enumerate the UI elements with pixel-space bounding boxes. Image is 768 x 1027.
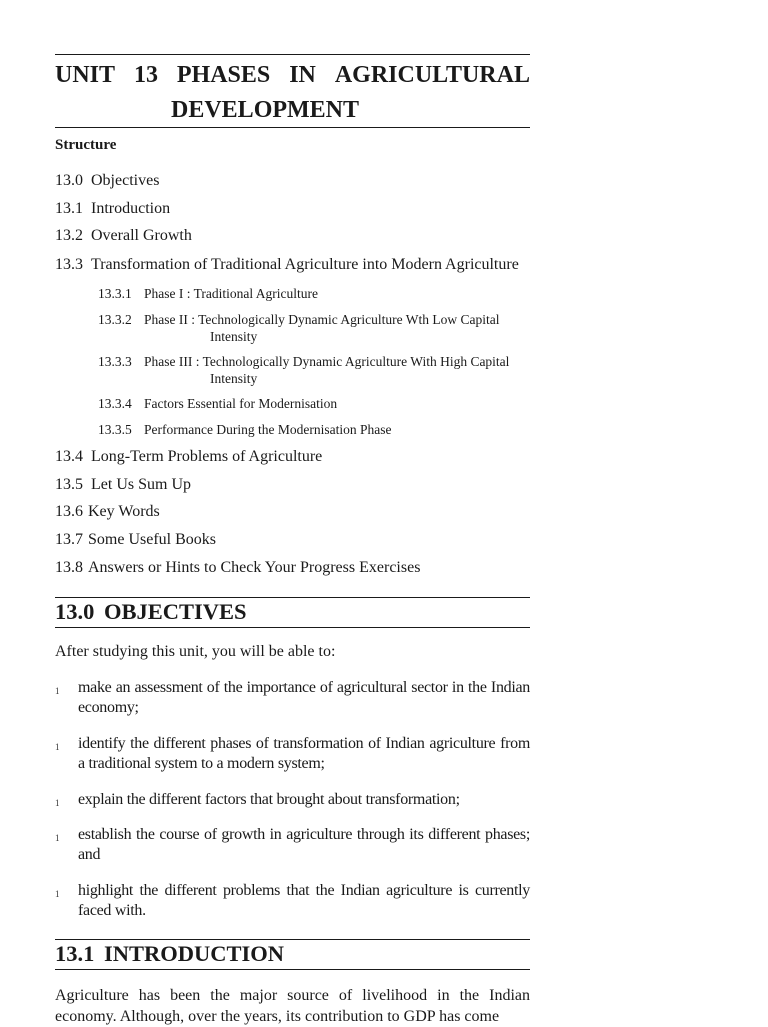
toc-item-label: Objectives [91,172,160,189]
objectives-section-heading [55,597,530,628]
toc-item-label: Transformation of Traditional Agriculture into Modern Agriculture [91,256,519,273]
unit-title-line-1 [55,60,530,90]
toc-item-number: 13.2 [55,227,83,244]
toc-subitem-label: Factors Essential for Modernisation [144,396,338,411]
list-item-text: establish the course of growth in agriculture through its different phases; and [78,826,530,863]
bullet-marker: 1 [55,889,60,899]
toc-item-number: 13.4 [55,448,83,465]
toc-item[interactable] [55,200,170,218]
toc-subitem[interactable] [98,311,530,345]
toc-subitem-label: Phase II : Technologically Dynamic Agriculture Wth Low Capital [144,312,500,327]
unit-title-word: PHASES [176,62,271,88]
heading-bottom-rule [55,969,530,970]
toc-item-number: 13.7 [55,531,83,548]
toc-subitem-number: 13.3.5 [98,422,132,437]
toc-subitem[interactable] [98,353,530,387]
toc-item-label: Key Words [88,503,160,520]
bullet-marker: 1 [55,742,60,752]
toc-subitem-label: Phase III : Technologically Dynamic Agriculture With High Capital [144,354,510,369]
list-item [0,881,585,921]
toc-item-number: 13.6 [55,503,83,520]
list-item [0,678,585,718]
toc-item[interactable] [55,559,420,577]
toc-subitem-number: 13.3.2 [98,312,132,327]
toc-item-label: Answers or Hints to Check Your Progress Exercises [88,559,421,576]
toc-item[interactable] [55,172,159,190]
bullet-marker: 1 [55,833,60,843]
toc-subitem-label: Phase I : Traditional Agriculture [144,286,318,301]
section-heading-text: 13.1 INTRODUCTION [55,941,285,966]
toc-item-label: Some Useful Books [88,531,216,548]
unit-title-word: 13 [133,62,158,88]
toc-item[interactable] [55,448,322,466]
toc-item[interactable] [55,227,192,245]
toc-subitem[interactable] [98,421,530,438]
structure-label: Structure [55,137,117,153]
list-item-text: explain the different factors that brought about transformation; [78,791,460,808]
objectives-intro: After studying this unit, you will be able to: [55,643,336,660]
toc-subitem[interactable] [98,395,530,412]
toc-item-number: 13.1 [55,200,83,217]
unit-title-block [55,54,530,128]
list-item [0,790,585,810]
toc-subitem-label: Performance During the Modernisation Phase [144,422,392,437]
toc-item[interactable] [55,531,216,549]
toc-subitem-number: 13.3.1 [98,286,132,301]
toc-subitem-continuation: Intensity [210,371,258,386]
toc-subitem-continuation: Intensity [210,329,258,344]
toc-item-label: Let Us Sum Up [91,476,191,493]
section-heading-text: 13.0 OBJECTIVES [55,599,247,624]
list-item [0,734,585,774]
introduction-section-heading [55,939,530,970]
list-item-text: make an assessment of the importance of agricultural sector in the Indian economy; [78,679,530,716]
toc-item[interactable] [55,503,160,521]
toc-item-number: 13.5 [55,476,83,493]
list-item [0,825,585,865]
unit-title-word: AGRICULTURAL [334,62,530,88]
title-bottom-rule [55,127,530,128]
toc-item-number: 13.0 [55,172,83,189]
unit-title-word: IN [289,62,316,88]
bullet-marker: 1 [55,798,60,808]
toc-subitem-number: 13.3.4 [98,396,132,411]
unit-title-word: UNIT [55,62,116,88]
toc-item-number: 13.3 [55,256,83,273]
introduction-paragraph: Agriculture has been the major source of livelihood in the Indian economy. Although, over the years, its contribution to GDP has come [55,987,530,1025]
list-item-text: highlight the different problems that the Indian agriculture is currently faced with. [78,882,530,919]
toc-item-label: Long-Term Problems of Agriculture [91,448,323,465]
title-top-rule [55,54,530,55]
toc-item[interactable] [55,476,191,494]
toc-item-label: Overall Growth [91,227,192,244]
toc-subitem[interactable] [98,285,530,302]
heading-bottom-rule [55,627,530,628]
toc-item-label: Introduction [91,200,171,217]
bullet-marker: 1 [55,686,60,696]
toc-item[interactable] [55,256,519,274]
unit-title-line-2: DEVELOPMENT [171,97,360,123]
list-item-text: identify the different phases of transformation of Indian agriculture from a traditional system to a modern system; [78,735,530,772]
toc-subitem-number: 13.3.3 [98,354,132,369]
toc-item-number: 13.8 [55,559,83,576]
